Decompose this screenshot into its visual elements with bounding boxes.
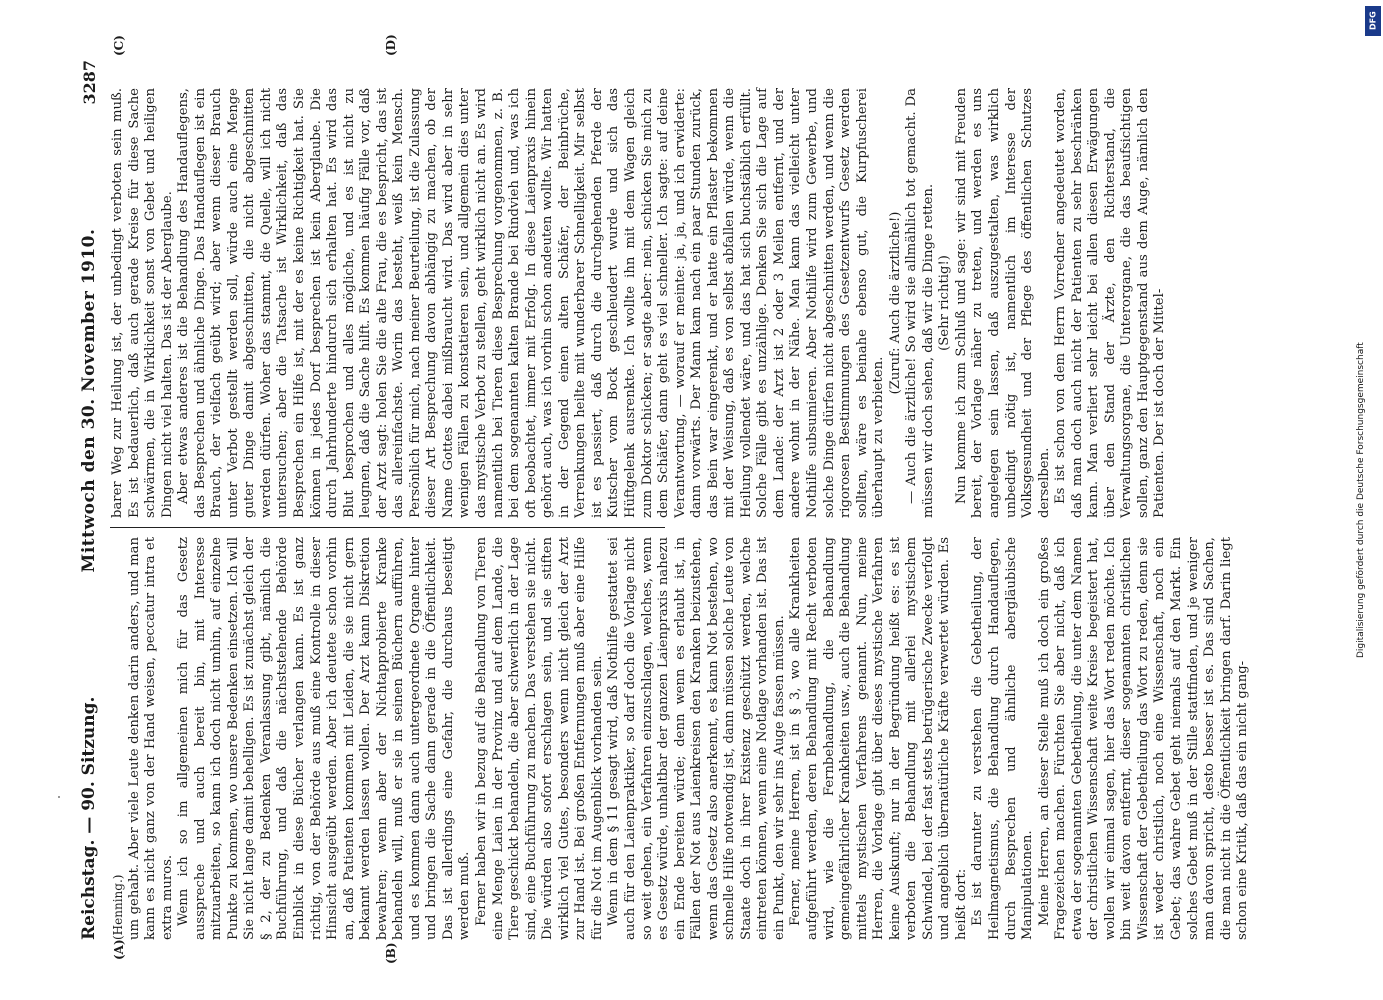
paragraph: Wenn in dem § 11 gesagt wird, daß Nothilfe gestattet sei auch für den Laienpraktiker, so darf doch die Vorlage nicht so weit gehen, ein Verfahren einzuschlagen, welches, wenn es Gesetz würde, unhaltbar der ganzen Laienpraxis nahezu ein Ende bereiten würde; denn wenn es erlaubt ist, in Fällen der Not aus Laienkreisen den Kranken beizustehen, wenn das Gesetz also anerkennt, es kann Not bestehen, wo schnelle Hilfe notwendig ist, dann müssen solche Leute von Staate doch in ihrer Existenz geschützt werden, welche eintreten können, wenn eine Notlage vorhanden ist. Das ist ein Punkt, den wir sehr ins Auge fassen müssen.: [606, 537, 787, 940]
margin-marker-a: (A): [112, 939, 126, 960]
page-header: [72, 60, 106, 940]
dfg-funding-note: Digitalisierung gefördert durch die Deutsche Forschungsgemeinschaft: [1356, 342, 1366, 658]
paragraph: Ferner haben wir in bezug auf die Behandlung von Tieren eine Menge Laien in der Provinz und auf dem Lande, die Tiere geschickt behandeln, die aber schwerlich in der Lage sind, eine Buchführung zu machen. Das verstehen sie nicht. Die würden also sofort erschlagen sein, und sie stiften wirklich viel Gutes, besonders wenn nicht gleich der Arzt zur Hand ist. Bei großen Entfernungen muß aber eine Hilfe für die Not im Augenblick vorhanden sein.: [474, 537, 605, 940]
paragraph: Meine Herren, an dieser Stelle muß ich doch ein großes Fragezeichen machen. Fürchten Sie aber nicht, daß ich etwa der sogenannten Gebetheilung, die unter dem Namen der christlichen Wissenschaft weite Kreise begeistert hat, wollen wir einmal sagen, hier das Wort reden möchte. Ich bin weit davon entfernt, dieser sogenannten christlichen Wissenschaft der Gebetheilung das Wort zu reden, denn sie ist weder christlich, noch eine Wissenschaft, noch ein Gebet; das wahre Gebet geht niemals auf den Markt. Ein solches Gebet muß in der Stille stattfinden, und je weniger man davon spricht, desto besser ist es. Das sind Sachen, die man nicht in die Öffentlichkeit bringen darf. Darin liegt schon eine Kritik, daß das ein nicht gang-: [1036, 537, 1251, 940]
quotation: Es ist darunter zu verstehen die Gebetheilung, der Heilmagnetismus, die Behandlung durch Handauflegen, durch Besprechen und ähnliche abergläubische Manipulationen.: [970, 537, 1036, 940]
paragraph: Aber etwas anderes ist die Behandlung des Handauflegens, das Besprechen und ähnliche Dinge. Das Handauflegen ist ein Brauch, der vielfach geübt wird; aber wenn dieser Brauch unter Verbot gestellt werden soll, würde auch eine Menge guter Dinge damit abgeschnitten, die nicht abgeschnitten werden dürfen. Woher das stammt, die Quelle, will ich nicht untersuchen; aber die Tatsache ist Wirklichkeit, daß das Besprechen ein Hilfe ist, mit der es keine Richtigkeit hat. Sie können in jedes Dorf besprechen ist kein Aberglaube. Die durch Jahrhunderte hindurch sich erhalten hat. Es wird das Blut besprochen und alles mögliche, und es ist nicht zu leugnen, daß die Sache hilft. Es kommen häufig Fälle vor, daß der Arzt sagt: holen Sie die alte Frau, die es bespricht, das ist das allereinfachste. Worin das besteht, weiß kein Mensch. Persönlich für mich, nach meiner Beurteilung, ist die Zulassung dieser Art Besprechung davon abhängig zu machen, ob der Name Gottes dabei mißbraucht wird. Das wird aber in sehr wenigen Fällen zu konstatieren sein, und allgemein dies unter das mystische Verbot zu stellen, geht wirklich nicht an. Es wird namentlich bei Tieren diese Besprechung vorgenommen, z. B. bei dem sogenannten kalten Brande bei Rindvieh und, was ich oft beobachtet, immer mit Erfolg. In diese Laienpraxis hinein gehört auch, was ich vorhin schon andeuten wollte. Wir hatten in der Gegend einen alten Schäfer, der Beinbrüche, Verrenkungen heilte mit wunderbarer Schnelligkeit. Mir selbst ist es passiert, daß durch die durchgehenden Pferde der Kutscher vom Bock geschleudert wurde und sich das Hüftgelenk ausrenkte. Ich wollte ihn mit dem Wagen gleich zum Doktor schicken; er sagte aber: nein, schicken Sie mich zu dem Schäfer, dann geht es viel schneller. Ich sagte: auf deine Verantwortung, — worauf er meinte: ja, ja, und ich erwiderte: dann vorwärts. Der Mann kam nach ein paar Stunden zurück, das Bein war eingerenkt, und er hatte ein Pflaster bekommen mit der Weisung, daß es von selbst abfallen würde, wenn die Heilung vollendet wäre, und das hat sich buchstäblich erfüllt. Solche Fälle gibt es unzählige. Denken Sie sich die Lage auf dem Lande: der Arzt ist 2 oder 3 Meilen entfernt, und der andere wohnt in der Nähe. Man kann das vielleicht unter Nothilfe subsumieren. Aber Nothilfe wird zum Gewerbe, und solche Dinge dürfen nicht abgeschnitten werden, und wenn die rigorosen Bestimmungen des Gesetzentwurfs Gesetz werden sollten, wäre es beinahe ebenso gut, die Kurpfuscherei überhaupt zu verbieten.: [176, 88, 887, 518]
scan-speck: [58, 796, 60, 798]
paragraph: Ferner, meine Herren, ist in § 3, wo alle Krankheiten aufgeführt werden, deren Behandlung mit Recht verboten wird, wie die Fernbehandlung, die Behandlung gemeingefährlicher Krankheiten usw., auch die Behandlung mittels mystischen Verfahrens genannt. Nun, meine Herren, die Vorlage gibt über dieses mystische Verfahren keine Auskunft; nur in der Begründung heißt es: es ist verboten die Behandlung mit allerlei mystischem Schwindel, bei der fast stets betrügerische Zwecke verfolgt und angeblich übernatürliche Kräfte verwertet würden. Es heißt dort:: [788, 537, 969, 940]
margin-marker-d: (D): [384, 34, 398, 56]
speaker-name: (Henning.): [111, 874, 125, 940]
paragraph: Es ist schon von dem Herrn Vorredner angedeutet worden, daß man doch auch nicht der Patienten zu sehr beschränken kann. Man verliert sehr leicht bei allen diesen Erwägungen über den Stand der Ärzte, den Richterstand, die Verwaltungsorgane, die Unterorgane, die das beaufsichtigen sollen, ganz den Hauptgegenstand aus dem Auge, nämlich den Patienten. Der ist doch der Mittel-: [1053, 88, 1168, 518]
header-left: Reichstag. — 90. Sitzung.: [79, 696, 99, 940]
paragraph: um gehabt. Aber viele Leute denken darin anders, und man kann es nicht ganz von der Hand weisen, peccatur intra et extra muros.: [126, 537, 175, 940]
page-number: 3287: [79, 60, 99, 105]
margin-marker-c: (C): [112, 35, 126, 56]
dfg-logo: DFG: [1365, 6, 1381, 36]
paragraph: barer Weg zur Heilung ist, der unbedingt verboten sein muß. Es ist bedauerlich, daß auch gerade Kreise für diese Sache schwärmen, die in Wirklichkeit sonst von Gebet und heiligen Dingen nicht viel halten. Das ist der Aberglaube.: [110, 88, 175, 518]
paragraph: Nun komme ich zum Schluß und sage: wir sind mit Freuden bereit, der Vorlage näher zu treten, und werden es uns angelegen sein lassen, daß auszugestalten, was wirklich unbedingt nötig ist, namentlich im Interesse der Volksgesundheit und der Pflege des öffentlichen Schutzes derselben.: [953, 88, 1052, 518]
margin-marker-b: (B): [384, 942, 398, 964]
column-divider: [110, 527, 665, 528]
left-column: [110, 537, 1251, 940]
interjection: (Sehr richtig!): [937, 255, 953, 351]
right-column: [110, 88, 1168, 518]
paragraph: Wenn ich so im allgemeinen mich für das Gesetz ausspreche und auch bereit bin, mit Interesse mitzuarbeiten, so kann ich doch nicht umhin, auf einzelne Punkte zu kommen, wo unsere Bedenken einsetzen. Ich will Sie nicht lange damit behelligen. Es ist zunächst gleich der § 2, der zu Bedenken Veranlassung gibt, nämlich die Buchführung, und daß die nächststehende Behörde Einblick in diese Bücher verlangen kann. Es ist ganz richtig, von der Behörde aus muß eine Kontrolle in dieser Hinsicht ausgeübt werden. Aber ich deutete schon vorhin an, daß Patienten kommen mit Leiden, die sie nicht gern bekannt werden lassen wollen. Der Arzt kann Diskretion bewahren; wenn aber der Nichtapprobierte Kranke behandeln will, muß er sie in seinen Büchern aufführen, und es kommen dann auch untergeordnete Organe hinter und bringen die Sache dann gerade in die Öffentlichkeit. Das ist allerdings eine Gefahr, die durchaus beseitigt werden muß.: [176, 537, 473, 940]
header-center: Mittwoch den 30. November 1910.: [79, 228, 99, 573]
interjection: (Zuruf: Auch die ärztliche!): [887, 211, 903, 395]
paragraph: — Auch die ärztliche! So wird sie allmählich tot gemacht. Da müssen wir doch sehen, daß wir die Dinge retten.: [904, 88, 936, 518]
